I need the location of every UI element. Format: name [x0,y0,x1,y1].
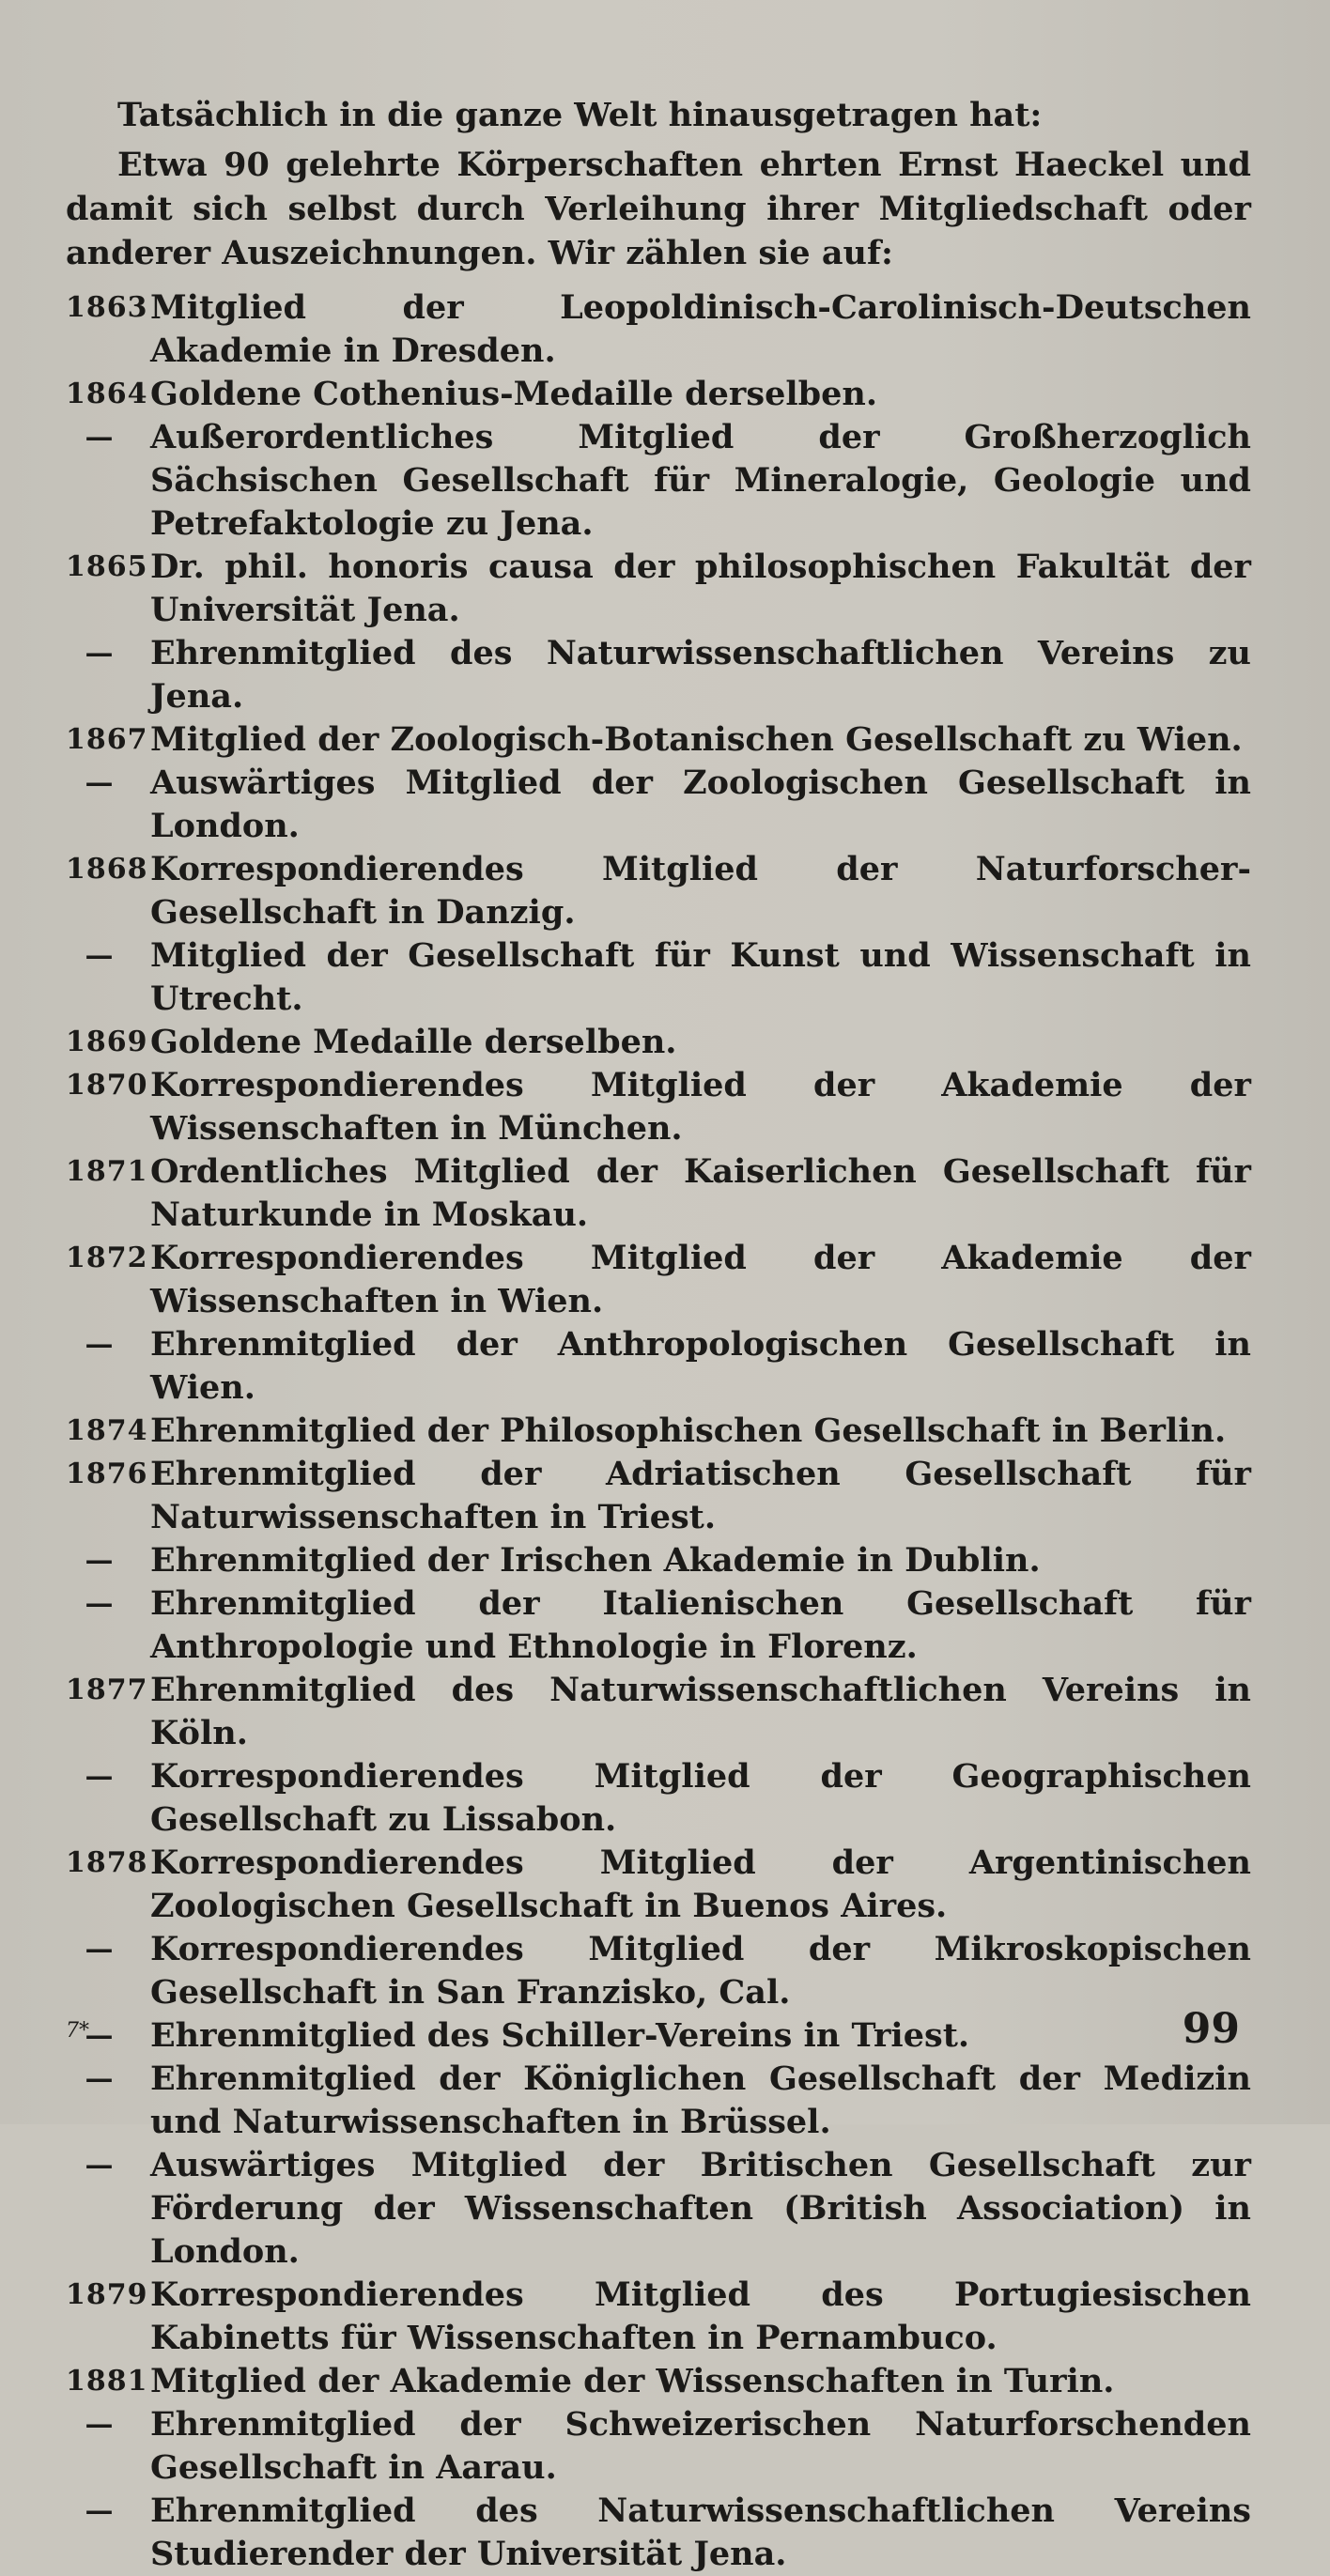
entry-year: — [85,2149,115,2182]
intro-paragraph: Etwa 90 gelehrte Körperschaften ehrten Ernst Haeckel und damit sich selbst durch Verleihung ihrer Mitgliedschaft oder anderer Auszeichnungen. Wir zählen sie auf: [66,146,1251,272]
list-item [66,1021,1251,1064]
entry-text: Korrespondierendes Mitglied der Geographischen Gesellschaft zu Lissabon. [150,1757,1251,1839]
list-item [66,416,1251,546]
entry-year: — [85,637,115,670]
list-item [66,1237,1251,1323]
entry-year: 1868 [66,853,148,886]
honors-list [66,286,1251,2576]
entry-text: Mitglied der Leopoldinisch-Carolinisch-Deutschen Akademie in Dresden. [150,288,1251,370]
entry-text: Auswärtiges Mitglied der Zoologischen Gesellschaft in London. [150,764,1251,845]
entry-year: 1879 [66,2278,148,2311]
list-item [66,1755,1251,1842]
entry-text: Ehrenmitglied des Naturwissenschaftlichen Vereins in Köln. [150,1671,1251,1752]
entry-year: 1864 [66,378,148,410]
list-item [66,1323,1251,1410]
list-item [66,1928,1251,2014]
entry-text: Mitglied der Akademie der Wissenschaften in Turin. [150,2362,1115,2400]
entry-text: Korrespondierendes Mitglied der Akademie der Wissenschaften in München. [150,1066,1251,1148]
entry-text: Goldene Cothenius-Medaille derselben. [150,375,877,413]
list-item [66,1150,1251,1237]
entry-year: — [85,2494,115,2527]
entry-text: Korrespondierendes Mitglied des Portugiesischen Kabinetts für Wissenschaften in Pernambuco. [150,2275,1251,2357]
entry-year: — [85,1587,115,1620]
entry-text: Ehrenmitglied der Philosophischen Gesellschaft in Berlin. [150,1411,1227,1450]
entry-year: 1878 [66,1846,148,1879]
list-item [66,2360,1251,2403]
entry-year: 1871 [66,1155,148,1188]
list-item [66,2490,1251,2576]
list-item [66,546,1251,632]
entry-text: Ordentliches Mitglied der Kaiserlichen Gesellschaft für Naturkunde in Moskau. [150,1152,1251,1234]
list-item [66,1453,1251,1539]
entry-text: Außerordentliches Mitglied der Großherzoglich Sächsischen Gesellschaft für Mineralogie, Geologie und Petrefaktologie zu Jena. [150,418,1251,543]
entry-year: — [85,766,115,799]
entry-text: Ehrenmitglied der Adriatischen Gesellschaft für Naturwissenschaften in Triest. [150,1455,1251,1536]
list-item [66,2144,1251,2274]
entry-text: Korrespondierendes Mitglied der Akademie der Wissenschaften in Wien. [150,1239,1251,1320]
entry-year: — [85,421,115,454]
list-item [66,1842,1251,1928]
entry-year: — [85,1328,115,1361]
entry-year: — [85,939,115,972]
entry-text: Mitglied der Zoologisch-Botanischen Gesellschaft zu Wien. [150,720,1243,759]
entry-year: 1877 [66,1674,148,1706]
list-item [66,848,1251,934]
entry-year: 1865 [66,550,148,583]
entry-text: Ehrenmitglied des Naturwissenschaftlichen Vereins zu Jena. [150,634,1251,716]
entry-year: — [85,1544,115,1577]
entry-year: — [85,1760,115,1793]
entry-text: Korrespondierendes Mitglied der Mikroskopischen Gesellschaft in San Franzisko, Cal. [150,1930,1251,2012]
list-item [66,2274,1251,2360]
list-item [66,762,1251,848]
entry-text: Korrespondierendes Mitglied der Naturforscher-Gesellschaft in Danzig. [150,850,1251,932]
entry-year: 1876 [66,1458,148,1490]
list-item [66,2403,1251,2490]
list-item [66,373,1251,416]
entry-text: Ehrenmitglied des Naturwissenschaftlichen Vereins Studierender der Universität Jena. [150,2491,1251,2573]
entry-text: Korrespondierendes Mitglied der Argentinischen Zoologischen Gesellschaft in Buenos Aires. [150,1843,1251,1925]
entry-year: — [85,1933,115,1966]
entry-text: Goldene Medaille derselben. [150,1023,677,1061]
list-item [66,718,1251,762]
entry-year: 1863 [66,291,148,324]
entry-year: 1869 [66,1026,148,1058]
entry-year: 1867 [66,723,148,756]
entry-year: 1881 [66,2365,148,2398]
page-number: 99 [1182,2005,1240,2053]
list-item [66,2014,1251,2058]
list-item [66,1669,1251,1755]
list-item [66,934,1251,1021]
entry-text: Ehrenmitglied der Königlichen Gesellschaft der Medizin und Naturwissenschaften in Brüssel. [150,2059,1251,2141]
entry-text: Mitglied der Gesellschaft für Kunst und Wissenschaft in Utrecht. [150,936,1251,1018]
entry-text: Ehrenmitglied der Schweizerischen Naturforschenden Gesellschaft in Aarau. [150,2405,1251,2487]
entry-year: 1870 [66,1069,148,1102]
list-item [66,2058,1251,2144]
entry-year: — [85,2019,115,2052]
entry-text: Ehrenmitglied des Schiller-Vereins in Triest. [150,2016,970,2055]
entry-text: Auswärtiges Mitglied der Britischen Gesellschaft zur Förderung der Wissenschaften (British Association) in London. [150,2146,1251,2271]
entry-text: Ehrenmitglied der Anthropologischen Gesellschaft in Wien. [150,1325,1251,1407]
entry-year: — [85,2408,115,2441]
entry-text: Dr. phil. honoris causa der philosophischen Fakultät der Universität Jena. [150,548,1251,629]
list-item [66,632,1251,718]
list-item [66,1582,1251,1669]
entry-text: Ehrenmitglied der Irischen Akademie in Dublin. [150,1541,1041,1580]
list-item [66,286,1251,373]
list-item [66,1064,1251,1150]
entry-year: — [85,2062,115,2095]
body-text [66,94,1251,2576]
entry-text: Ehrenmitglied der Italienischen Gesellschaft für Anthropologie und Ethnologie in Florenz. [150,1584,1251,1666]
list-item [66,1539,1251,1582]
list-item [66,1410,1251,1453]
intro-line: Tatsächlich in die ganze Welt hinausgetragen hat: [117,96,1043,134]
entry-year: 1872 [66,1242,148,1274]
signature-mark: 7* [66,2019,89,2043]
entry-year: 1874 [66,1414,148,1447]
